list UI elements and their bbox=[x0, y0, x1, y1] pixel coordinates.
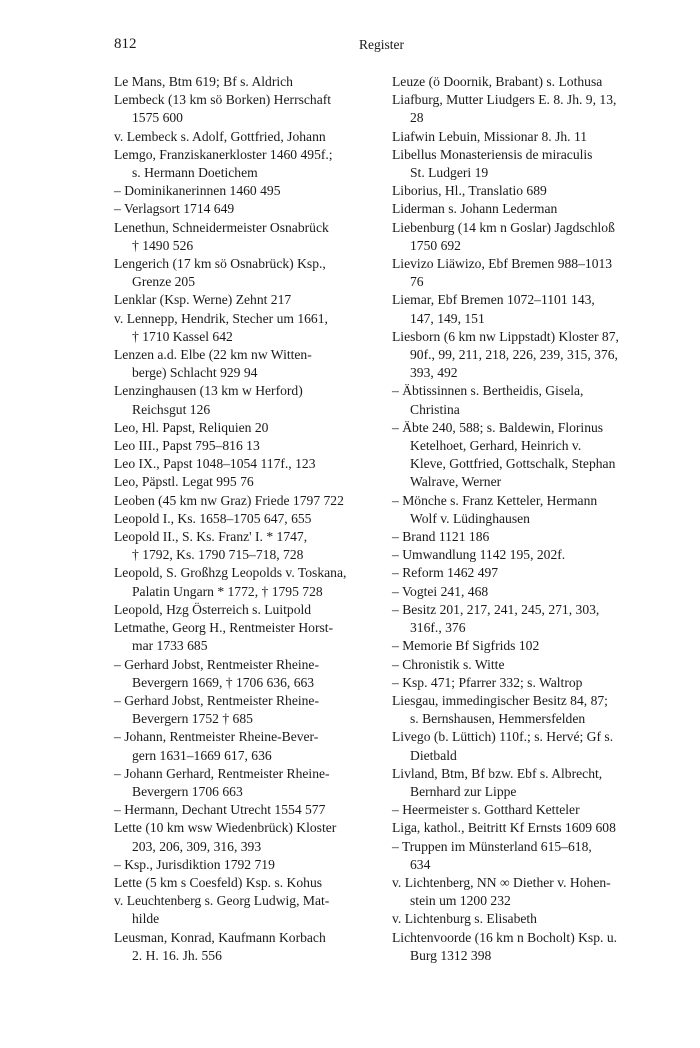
entry-line: † 1490 526 bbox=[132, 237, 194, 253]
entry-line: 316f., 376 bbox=[410, 620, 466, 636]
entry-line: – Ksp., Jurisdiktion 1792 719 bbox=[114, 856, 372, 874]
entry-line: – Truppen im Münsterland 615–618, bbox=[392, 838, 650, 856]
entry-line: 90f., 99, 211, 218, 226, 239, 315, 376, bbox=[410, 347, 618, 363]
entry-line: Livego (b. Lüttich) 110f.; s. Hervé; Gf s. bbox=[392, 729, 614, 745]
index-subentry bbox=[392, 528, 650, 546]
entry-line: Leuze (ö Doornik, Brabant) s. Lothusa bbox=[392, 74, 603, 89]
index-entry bbox=[392, 291, 650, 327]
entry-line: Lembeck (13 km sö Borken) Herrschaft bbox=[114, 92, 332, 108]
entry-line: – Reform 1462 497 bbox=[392, 564, 650, 582]
entry-line: 1750 692 bbox=[410, 237, 461, 253]
entry-line: – Umwandlung 1142 195, 202f. bbox=[392, 546, 650, 564]
entry-line: Ketelhoet, Gerhard, Heinrich v. bbox=[410, 438, 582, 454]
entry-line: gern 1631–1669 617, 636 bbox=[132, 747, 272, 763]
entry-line: s. Bernshausen, Hemmersfelden bbox=[410, 711, 586, 727]
entry-line: – Heermeister s. Gotthard Ketteler bbox=[392, 801, 650, 819]
index-entry bbox=[114, 619, 372, 655]
entry-line: Bernhard zur Lippe bbox=[410, 783, 517, 799]
entry-line: Lengerich (17 km sö Osnabrück) Ksp., bbox=[114, 256, 326, 272]
index-entry bbox=[392, 182, 650, 200]
index-entry bbox=[392, 73, 650, 91]
index-entry bbox=[392, 146, 650, 182]
index-entry bbox=[392, 219, 650, 255]
index-subentry bbox=[114, 765, 372, 801]
index-subentry bbox=[114, 656, 372, 692]
entry-line: † 1792, Ks. 1790 715–718, 728 bbox=[132, 547, 304, 563]
index-entry bbox=[392, 692, 650, 728]
entry-line: Lievizo Liäwizo, Ebf Bremen 988–1013 bbox=[392, 256, 613, 272]
index-entry bbox=[114, 874, 372, 892]
entry-line: Le Mans, Btm 619; Bf s. Aldrich bbox=[114, 74, 293, 89]
entry-line: Liebenburg (14 km n Goslar) Jagdschloß bbox=[392, 219, 615, 235]
index-subentry bbox=[392, 801, 650, 819]
index-entry bbox=[392, 200, 650, 218]
index-entry bbox=[114, 128, 372, 146]
index-subentry bbox=[392, 492, 650, 528]
entry-line: Lemgo, Franziskanerkloster 1460 495f.; bbox=[114, 146, 333, 162]
index-entry bbox=[114, 382, 372, 418]
entry-line: – Dominikanerinnen 1460 495 bbox=[114, 182, 372, 200]
index-entry bbox=[392, 91, 650, 127]
entry-line: Leopold II., S. Ks. Franz' I. * 1747, bbox=[114, 529, 308, 545]
index-subentry bbox=[392, 419, 650, 492]
index-entry bbox=[392, 765, 650, 801]
index-subentry bbox=[114, 801, 372, 819]
index-subentry bbox=[392, 564, 650, 582]
index-subentry bbox=[392, 546, 650, 564]
index-subentry bbox=[392, 674, 650, 692]
entry-line: Lichtenvoorde (16 km n Bocholt) Ksp. u. bbox=[392, 929, 618, 945]
entry-line: – Mönche s. Franz Ketteler, Hermann bbox=[392, 492, 650, 510]
index-subentry bbox=[114, 728, 372, 764]
index-entry bbox=[114, 929, 372, 965]
index-entry bbox=[392, 328, 650, 383]
running-head: Register bbox=[359, 37, 404, 52]
entry-line: Kleve, Gottfried, Gottschalk, Stephan bbox=[410, 456, 616, 472]
entry-line: Walrave, Werner bbox=[410, 474, 502, 490]
entry-line: Liesgau, immedingischer Besitz 84, 87; bbox=[392, 692, 608, 708]
index-subentry bbox=[392, 382, 650, 418]
index-entry bbox=[114, 73, 372, 91]
entry-line: Letmathe, Georg H., Rentmeister Horst- bbox=[114, 620, 334, 636]
entry-line: St. Ludgeri 19 bbox=[410, 165, 489, 181]
entry-line: Leo, Päpstl. Legat 995 76 bbox=[114, 474, 254, 490]
page-number: 812 bbox=[114, 36, 137, 52]
entry-line: 1575 600 bbox=[132, 110, 183, 126]
index-subentry bbox=[114, 182, 372, 200]
entry-line: 2. H. 16. Jh. 556 bbox=[132, 947, 222, 963]
index-entry bbox=[114, 219, 372, 255]
entry-line: Liderman s. Johann Lederman bbox=[392, 201, 558, 217]
index-entry bbox=[114, 564, 372, 600]
entry-line: Leopold, S. Großhzg Leopolds v. Toskana, bbox=[114, 565, 347, 581]
index-entry bbox=[392, 819, 650, 837]
entry-line: – Hermann, Dechant Utrecht 1554 577 bbox=[114, 801, 372, 819]
entry-line: Liborius, Hl., Translatio 689 bbox=[392, 183, 547, 199]
entry-line: 147, 149, 151 bbox=[410, 310, 485, 326]
entry-line: – Memorie Bf Sigfrids 102 bbox=[392, 637, 650, 655]
index-entry bbox=[114, 455, 372, 473]
index-entry bbox=[114, 346, 372, 382]
entry-line: Liafwin Lebuin, Missionar 8. Jh. 11 bbox=[392, 128, 588, 144]
index-subentry bbox=[392, 583, 650, 601]
entry-line: Lenethun, Schneidermeister Osnabrück bbox=[114, 219, 329, 235]
entry-line: Liafburg, Mutter Liudgers E. 8. Jh. 9, 13, bbox=[392, 92, 617, 108]
entry-line: 393, 492 bbox=[410, 365, 458, 381]
entry-line: Palatin Ungarn * 1772, † 1795 728 bbox=[132, 583, 323, 599]
index-entry bbox=[392, 874, 650, 910]
index-entry bbox=[114, 419, 372, 437]
index-column-left bbox=[114, 73, 372, 965]
entry-line: 203, 206, 309, 316, 393 bbox=[132, 838, 262, 854]
entry-line: Bevergern 1669, † 1706 636, 663 bbox=[132, 674, 315, 690]
entry-line: v. Lembeck s. Adolf, Gottfried, Johann bbox=[114, 128, 326, 144]
entry-line: v. Lichtenburg s. Elisabeth bbox=[392, 911, 537, 927]
entry-line: – Johann Gerhard, Rentmeister Rheine- bbox=[114, 765, 372, 783]
entry-line: Bevergern 1752 † 685 bbox=[132, 711, 253, 727]
entry-line: Grenze 205 bbox=[132, 274, 196, 290]
entry-line: – Besitz 201, 217, 241, 245, 271, 303, bbox=[392, 601, 650, 619]
index-entry bbox=[114, 892, 372, 928]
entry-line: hilde bbox=[132, 911, 160, 927]
index-subentry bbox=[392, 601, 650, 637]
entry-line: Leoben (45 km nw Graz) Friede 1797 722 bbox=[114, 492, 344, 508]
index-entry bbox=[114, 291, 372, 309]
entry-line: v. Lichtenberg, NN ∞ Diether v. Hohen- bbox=[392, 874, 611, 890]
entry-line: – Johann, Rentmeister Rheine-Bever- bbox=[114, 728, 372, 746]
entry-line: Wolf v. Lüdinghausen bbox=[410, 510, 530, 526]
index-column-right bbox=[392, 73, 650, 965]
entry-line: – Ksp. 471; Pfarrer 332; s. Waltrop bbox=[392, 674, 650, 692]
index-entry bbox=[114, 473, 372, 491]
entry-line: Christina bbox=[410, 401, 460, 417]
entry-line: 28 bbox=[410, 110, 424, 126]
entry-line: – Verlagsort 1714 649 bbox=[114, 200, 372, 218]
index-entry bbox=[114, 819, 372, 855]
entry-line: Leo, Hl. Papst, Reliquien 20 bbox=[114, 419, 269, 435]
index-entry bbox=[392, 128, 650, 146]
entry-line: Leopold I., Ks. 1658–1705 647, 655 bbox=[114, 510, 312, 526]
index-entry bbox=[392, 255, 650, 291]
entry-line: Leo III., Papst 795–816 13 bbox=[114, 438, 260, 454]
entry-line: Dietbald bbox=[410, 747, 457, 763]
entry-line: Bevergern 1706 663 bbox=[132, 783, 243, 799]
entry-line: – Äbte 240, 588; s. Baldewin, Florinus bbox=[392, 419, 650, 437]
index-entry bbox=[114, 601, 372, 619]
entry-line: Reichsgut 126 bbox=[132, 401, 211, 417]
entry-line: 76 bbox=[410, 274, 424, 290]
entry-line: – Gerhard Jobst, Rentmeister Rheine- bbox=[114, 656, 372, 674]
entry-line: mar 1733 685 bbox=[132, 638, 208, 654]
entry-line: – Chronistik s. Witte bbox=[392, 656, 650, 674]
entry-line: stein um 1200 232 bbox=[410, 893, 511, 909]
index-subentry bbox=[114, 200, 372, 218]
index-entry bbox=[114, 528, 372, 564]
page-header bbox=[114, 36, 649, 56]
entry-line: Lenklar (Ksp. Werne) Zehnt 217 bbox=[114, 292, 292, 308]
index-entry bbox=[114, 437, 372, 455]
index-subentry bbox=[392, 838, 650, 874]
entry-line: Livland, Btm, Bf bzw. Ebf s. Albrecht, bbox=[392, 765, 603, 781]
entry-line: Lette (5 km s Coesfeld) Ksp. s. Kohus bbox=[114, 874, 323, 890]
entry-line: – Gerhard Jobst, Rentmeister Rheine- bbox=[114, 692, 372, 710]
entry-line: † 1710 Kassel 642 bbox=[132, 328, 233, 344]
index-entry bbox=[392, 728, 650, 764]
index-subentry bbox=[114, 856, 372, 874]
entry-line: Burg 1312 398 bbox=[410, 947, 492, 963]
entry-line: Libellus Monasteriensis de miraculis bbox=[392, 146, 593, 162]
entry-line: Lenzinghausen (13 km w Herford) bbox=[114, 383, 303, 399]
index-entry bbox=[114, 146, 372, 182]
entry-line: Leopold, Hzg Österreich s. Luitpold bbox=[114, 601, 312, 617]
entry-line: v. Lennepp, Hendrik, Stecher um 1661, bbox=[114, 310, 328, 326]
index-subentry bbox=[114, 692, 372, 728]
entry-line: Liesborn (6 km nw Lippstadt) Kloster 87, bbox=[392, 328, 619, 344]
index-subentry bbox=[392, 656, 650, 674]
index-entry bbox=[114, 492, 372, 510]
entry-line: – Vogtei 241, 468 bbox=[392, 583, 650, 601]
entry-line: Leo IX., Papst 1048–1054 117f., 123 bbox=[114, 456, 316, 472]
index-entry bbox=[114, 310, 372, 346]
entry-line: Lette (10 km wsw Wiedenbrück) Kloster bbox=[114, 820, 337, 836]
index-entry bbox=[114, 510, 372, 528]
entry-line: v. Leuchtenberg s. Georg Ludwig, Mat- bbox=[114, 893, 330, 909]
index-entry bbox=[114, 91, 372, 127]
entry-line: Lenzen a.d. Elbe (22 km nw Witten- bbox=[114, 347, 312, 363]
index-entry bbox=[114, 255, 372, 291]
entry-line: Liga, kathol., Beitritt Kf Ernsts 1609 608 bbox=[392, 820, 616, 836]
index-entry bbox=[392, 929, 650, 965]
entry-line: – Brand 1121 186 bbox=[392, 528, 650, 546]
entry-line: Leusman, Konrad, Kaufmann Korbach bbox=[114, 929, 326, 945]
entry-line: – Äbtissinnen s. Bertheidis, Gisela, bbox=[392, 382, 650, 400]
index-subentry bbox=[392, 637, 650, 655]
entry-line: berge) Schlacht 929 94 bbox=[132, 365, 258, 381]
entry-line: Liemar, Ebf Bremen 1072–1101 143, bbox=[392, 292, 595, 308]
entry-line: 634 bbox=[410, 856, 431, 872]
index-entry bbox=[392, 910, 650, 928]
entry-line: s. Hermann Doetichem bbox=[132, 165, 258, 181]
